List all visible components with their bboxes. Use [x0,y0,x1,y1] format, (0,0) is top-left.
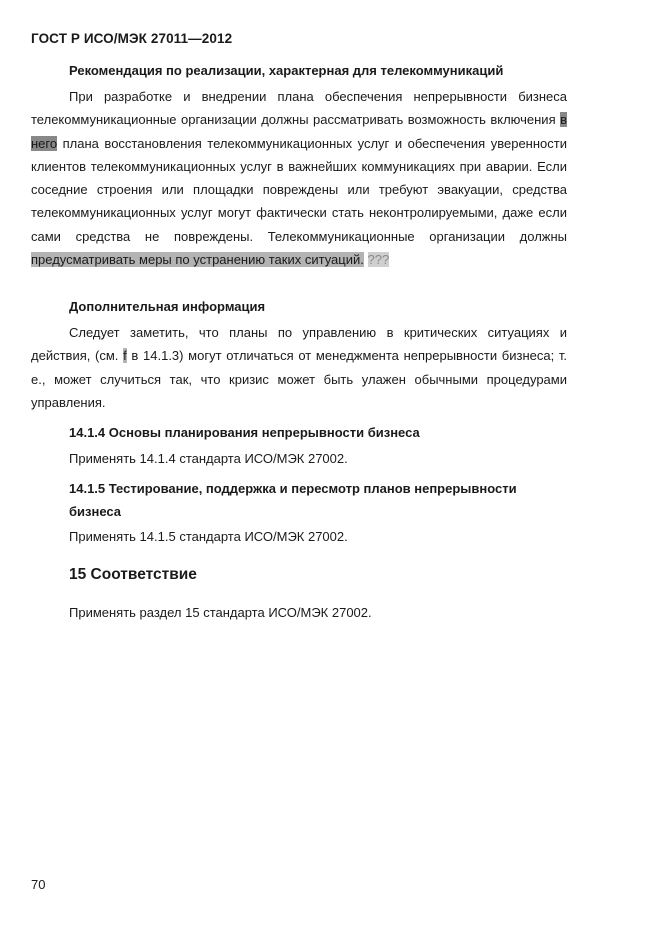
rec-highlight-1: в него [31,112,567,151]
section-15-heading: 15 Соответствие [69,566,197,583]
rec-question-mark: ??? [367,252,390,268]
extra-text-part1: Следует заметить, что планы по управлению в критических ситуациях и действия, (см. [31,325,567,364]
rec-text-part2: плана восстановления телекоммуникационных услуг и обеспечения уверенности клиентов телекоммуникационных услуг в важнейших коммуникациях при аварии. Если соседние строения или площадки повреждены или требуют эвакуации, средства телекоммуникационных услуг могут фактически стать неконтролируемыми, даже если сами средства не повреждены. Телекоммуникационные организации должны [31,135,567,244]
section-14-1-5-heading-line2: бизнеса [69,504,122,519]
section-15-text: Применять раздел 15 стандарта ИСО/МЭК 27002. [69,605,372,620]
recommendation-heading: Рекомендация по реализации, характерная для телекоммуникаций [69,63,504,78]
section-14-1-4-text: Применять 14.1.4 стандарта ИСО/МЭК 27002. [69,451,348,466]
additional-info-paragraph [31,321,567,414]
section-14-1-4-heading: 14.1.4 Основы планирования непрерывности бизнеса [69,425,420,440]
section-14-1-5-text: Применять 14.1.5 стандарта ИСО/МЭК 27002. [69,529,348,544]
extra-text-part2: в 14.1.3) могут отличаться от менеджмента непрерывности бизнеса; т. е., может случиться так, что кризис может быть улажен обычными процедурами управления. [31,348,568,410]
document-header: ГОСТ Р ИСО/МЭК 27011—2012 [31,31,233,46]
rec-highlight-2: предусматривать меры по устранению таких ситуаций. [31,252,364,268]
extra-highlight: f [123,348,127,364]
page-number: 70 [31,877,46,892]
rec-text-part1: При разработке и внедрении плана обеспечения непрерывности бизнеса телекоммуникационные организации должны рассматривать возможность включения [31,89,567,128]
section-14-1-5-heading-line1: 14.1.5 Тестирование, поддержка и пересмотр планов непрерывности [69,481,517,496]
recommendation-paragraph [31,85,567,271]
additional-info-heading: Дополнительная информация [69,299,266,314]
